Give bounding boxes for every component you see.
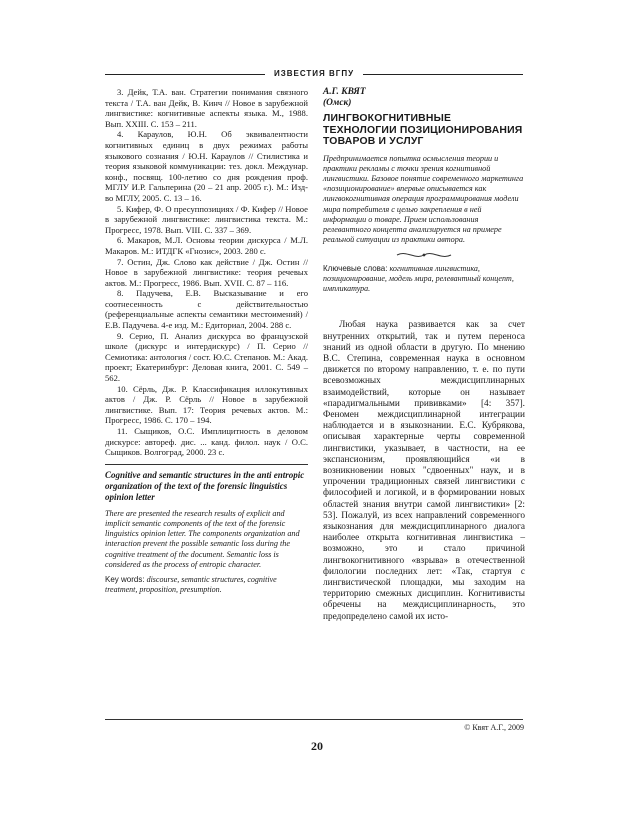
article-author: А.Г. КВЯТ — [323, 87, 366, 97]
footer-rule — [105, 719, 523, 720]
reference-item: 10. Сёрль, Дж. Р. Классификация иллокутивных актов / Дж. Р. Сёрль // Новое в зарубежной лингвистике. Вып. 17: Теория речевых актов. М.: Прогресс, 1986. С. 170 – 194. — [105, 383, 308, 426]
article-body: Любая наука развивается как за счет внутренних открытий, так и путем переноса знаний из одной области в другую. По мнению В.С. Степина, современная наука в основном движется по второму направлению, т. е. по пути всевозможных междисциплинарных взаимодействий, которые он называет «парадигмальными прививками» [4: 357]. Феномен междисциплинарной интеграции наблюдается и в языкознании. Е.С. Кубрякова, описывая характерные черты современной лингвистики, указывает, в частности, на ее экспансионизм, проявляющийся «и в возникновении новых "сдвоенных" наук, и в упрочении традиционных связей лингвистики с философией и логикой, и в формировании новых областей знания внутри самой лингвистики» [2: 53]. Пожалуй, из всех направлений современного языкознания для междисциплинарного диалога наиболее открыта когнитивная лингвистика – возможно, это и стало причиной лингвокогнитивного «взрыва» в отечественной филологии последних лет: «Так, стартуя с лингвистической площадки, мы заходим на территорию смежных дисциплин. Когнитивисты обречены на междисциплинарность, это предопределено самой их исто- — [323, 320, 525, 622]
reference-item: 11. Сыщиков, О.С. Имплицитность в деловом дискурсе: автореф. дис. ... канд. филол. наук / О.С. Сыщиков. Волгоград, 2000. 23 с. — [105, 426, 308, 458]
english-keywords-label: Key words: — [105, 575, 145, 584]
english-abstract: There are presented the research results of explicit and implicit semantic components of the text of the forensic linguistics opinion letter. The components organization and interaction prevent the possible semantic loss during the cognitive treatment of the document. Semantic loss is considered as the process of entropic character. — [105, 508, 300, 569]
right-column — [323, 87, 525, 623]
section-divider — [105, 464, 308, 465]
article-keywords-label: Ключевые слова: — [323, 264, 388, 274]
article-keywords-value: когнитивная лингвистика, позиционирование, модель мира, релевантный концепт, импликатура. — [323, 264, 514, 294]
article-keywords — [323, 264, 525, 294]
copyright-note: © Квят А.Г., 2009 — [464, 723, 524, 732]
article-abstract: Предпринимается попытка осмысления теории и практики рекламы с точки зрения когнитивной лингвистики. Базовое понятие современного маркетинга «позиционирование» впервые описывается как лингвокогнитивная операция программирования модели мира потребителя с целью закрепления в ней информации о товаре. Прием использования релевантного концепта анализируется на примере реальной ситуации из практики автора. — [323, 153, 524, 245]
reference-item: 7. Остин, Дж. Слово как действие / Дж. Остин // Новое в зарубежной лингвистике: теория речевых актов. М.: Прогресс, 1986. Вып. XVII. С. 87 – 116. — [105, 256, 308, 288]
running-header — [105, 68, 523, 80]
reference-item: 9. Серио, П. Анализ дискурса во французской школе (дискурс и интердискурс) / П. Серио // Семиотика: антология / сост. Ю.С. Степанов. М.: Акад. проект; Екатеринбург: Деловая книга, 2001. С. 549 – 562. — [105, 330, 308, 384]
reference-item: 3. Дейк, Т.А. ван. Стратегии понимания связного текста / Т.А. ван Дейк, В. Кинч // Новое в зарубежной лингвистике: когнитивные аспекты языка. М., 1988. Вып. XXIII. С. 153 – 211. — [105, 87, 308, 129]
reference-item: 5. Кифер, Ф. О пресуппозициях / Ф. Кифер // Новое в зарубежной лингвистике: лингвистика текста. М.: Прогресс, 1978. Вып. VIII. С. 337 – 369. — [105, 203, 308, 235]
reference-item: 6. Макаров, М.Л. Основы теории дискурса / М.Л. Макаров. М.: ИТДГК «Гнозис», 2003. 280 с. — [105, 235, 308, 256]
english-keywords — [105, 575, 308, 595]
reference-list — [105, 87, 308, 458]
header-rule-right — [363, 74, 523, 75]
ornament-divider-icon — [395, 250, 453, 260]
left-column — [105, 87, 308, 595]
english-title: Cognitive and semantic structures in the anti entropic organization of the text of the forensic linguistics opinion letter — [105, 469, 305, 502]
reference-item: 8. Падучева, Е.В. Высказывание и его соотнесенность с действительностью (референциальные аспекты семантики местоимений) / Е.В. Падучева. 4-е изд. М.: Едиториал, 2004. 288 с. — [105, 288, 308, 331]
spacer — [323, 294, 525, 320]
article-city: (Омск) — [323, 98, 352, 108]
english-keywords-value: discourse, semantic structures, cognitive treatment, proposition, presumption. — [105, 575, 277, 594]
article-title: ЛИНГВОКОГНИТИВНЫЕ ТЕХНОЛОГИИ ПОЗИЦИОНИРОВАНИЯ ТОВАРОВ И УСЛУГ — [323, 113, 523, 147]
page-number: 20 — [311, 739, 323, 753]
journal-title: ИЗВЕСТИЯ ВГПУ — [273, 69, 355, 78]
reference-item: 4. Караулов, Ю.Н. Об эквивалентности когнитивных единиц в двух режимах работы языкового сознания / Ю.Н. Караулов // Стилистика и теория языковой коммуникации: тез. докл. Междунар. конф., посвящ. 100-летию со дня рождения проф. МГЛУ И.Р. Гальперина (20 – 21 апр. 2005 г.). М.: Изд-во МГЛУ, 2005. С. 13 – 16. — [105, 129, 308, 203]
